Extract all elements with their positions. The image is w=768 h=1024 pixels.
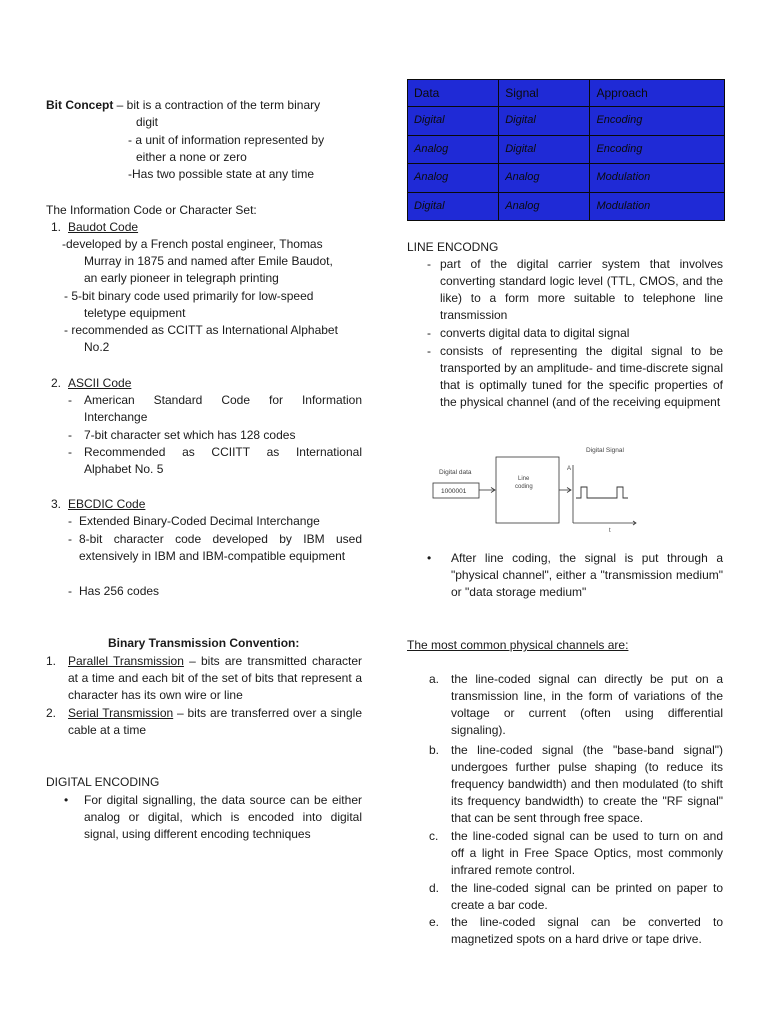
bit-concept-bullet1a: - a unit of information represented by — [128, 133, 325, 147]
dash-marker: - — [68, 532, 72, 546]
table-cell: Digital — [499, 107, 590, 136]
line-encoding-heading: LINE ENCODNG — [407, 240, 499, 254]
table-row — [408, 192, 725, 221]
table-cell: Digital — [499, 135, 590, 164]
baudot-bullet3b: No.2 — [84, 340, 110, 354]
line-encoding-bullet3: consists of representing the digital signal to be transported by an amplitude- and time-discrete signal that is optimally tuned for the specific properties of the physical channel (and of the receiving equipment — [440, 344, 723, 409]
list-marker: c. — [429, 829, 439, 843]
digital-data-label: Digital data — [439, 469, 472, 476]
serial-number: 2. — [46, 706, 57, 720]
info-code-heading: The Information Code or Character Set: — [46, 203, 257, 217]
baudot-bullet2a: - 5-bit binary code used primarily for low-speed — [64, 289, 314, 303]
line-encoding-bullet1: part of the digital carrier system that involves converting standard logic level (TTL, CMOS, and the like) to a form more suitable to telephone line transmission — [440, 257, 723, 322]
table-header-signal: Signal — [499, 80, 590, 107]
table-cell: Modulation — [590, 164, 725, 193]
dash-marker: - — [68, 514, 72, 528]
table-cell: Digital — [408, 192, 499, 221]
ascii-bullet1b: Interchange — [84, 410, 148, 424]
digital-encoding-heading: DIGITAL ENCODING — [46, 775, 160, 789]
table-header-row — [408, 80, 725, 107]
baudot-bullet1b: Murray in 1875 and named after Emile Baudot, — [84, 254, 333, 268]
table-cell: Encoding — [590, 135, 725, 164]
parallel-item — [68, 653, 362, 704]
channels-heading: The most common physical channels are: — [407, 638, 629, 652]
baudot-bullet2b: teletype equipment — [84, 306, 186, 320]
parallel-text: – bits are transmitted character at a time and each bit of the set of bits that represent a character has its own wire or line — [68, 654, 362, 702]
list-marker: e. — [429, 915, 440, 929]
ebcdic-title: EBCDIC Code — [68, 497, 146, 511]
dash-marker: - — [68, 445, 72, 459]
baudot-title: Baudot Code — [68, 220, 139, 234]
ascii-number: 2. — [51, 376, 62, 390]
serial-title: Serial Transmission — [68, 706, 174, 720]
bit-concept-def: – bit is a contraction of the term binary — [113, 98, 321, 112]
digital-signal-label: Digital Signal — [586, 447, 624, 454]
dash-marker: - — [68, 584, 72, 598]
line-coding-label-1: Line — [518, 476, 530, 482]
dash-marker: - — [68, 393, 72, 407]
ascii-bullet2: 7-bit character set which has 128 codes — [84, 428, 296, 442]
data-value: 1000001 — [441, 488, 467, 495]
line-coding-label-2: coding — [515, 484, 533, 490]
channel-item-c: the line-coded signal can be used to turn on and off a light in Free Space Optics, most commonly infrared remote control. — [451, 829, 723, 877]
dash-marker: - — [427, 326, 431, 340]
table-row — [408, 164, 725, 193]
table-cell: Encoding — [590, 107, 725, 136]
pulse-waveform — [576, 487, 628, 498]
ebcdic-bullet2: 8-bit character code developed by IBM used extensively in IBM and IBM-compatible equipment — [79, 532, 362, 563]
table-cell: Digital — [408, 107, 499, 136]
table-header-approach: Approach — [590, 80, 725, 107]
ascii-title: ASCII Code — [68, 376, 132, 390]
bullet-marker: • — [427, 551, 432, 565]
baudot-number: 1. — [51, 220, 62, 234]
ebcdic-bullet3: Has 256 codes — [79, 584, 160, 598]
list-marker: d. — [429, 881, 440, 895]
table-row — [408, 107, 725, 136]
after-line-coding-bullet: After line coding, the signal is put through a "physical channel", either a "transmission medium" or "data storage medium" — [451, 551, 723, 599]
ebcdic-number: 3. — [51, 497, 62, 511]
dash-marker: - — [427, 257, 431, 271]
serial-item — [68, 705, 362, 739]
dash-marker: - — [68, 428, 72, 442]
bit-concept-line2: digit — [136, 115, 159, 129]
dash-marker: - — [427, 344, 431, 358]
baudot-bullet1a: -developed by a French postal engineer, Thomas — [62, 237, 323, 251]
ascii-bullet1a: American Standard Code for Information — [84, 393, 362, 407]
table-header-data: Data — [408, 80, 499, 107]
parallel-number: 1. — [46, 654, 57, 668]
btc-heading: Binary Transmission Convention: — [108, 636, 300, 650]
encoding-approach-table — [407, 79, 725, 221]
baudot-bullet1c: an early pioneer in telegraph printing — [84, 271, 279, 285]
line-coding-box — [496, 457, 559, 523]
list-marker: b. — [429, 743, 440, 757]
list-marker: a. — [429, 672, 440, 686]
table-cell: Analog — [499, 164, 590, 193]
channel-item-d: the line-coded signal can be printed on paper to create a bar code. — [451, 881, 723, 912]
bit-concept-bullet1b: either a none or zero — [136, 150, 247, 164]
bit-concept-bullet2: -Has two possible state at any time — [128, 167, 315, 181]
channel-item-b: the line-coded signal (the "base-band signal") undergoes further pulse shaping (to reduce its frequency bandwidth) and then modulated (to shift its frequency bandwidth) to create the "RF signal" that can be sent through free space. — [451, 743, 723, 825]
x-axis-label: t — [609, 528, 611, 534]
line-encoding-bullet2: converts digital data to digital signal — [440, 326, 630, 340]
serial-text: – bits are transferred over a single cable at a time — [68, 706, 362, 737]
y-axis-label: A — [567, 466, 572, 472]
bullet-marker: • — [64, 793, 69, 807]
line-coding-diagram — [428, 440, 638, 535]
parallel-title: Parallel Transmission — [68, 654, 184, 668]
channel-item-e: the line-coded signal can be converted to magnetized spots on a hard drive or tape drive. — [451, 915, 723, 946]
baudot-bullet3a: - recommended as CCITT as International Alphabet — [64, 323, 338, 337]
table-row — [408, 135, 725, 164]
bit-concept-line1 — [46, 97, 362, 114]
bit-concept-label: Bit Concept — [46, 98, 114, 112]
ascii-bullet3b: Alphabet No. 5 — [84, 462, 164, 476]
ebcdic-bullet1: Extended Binary-Coded Decimal Interchange — [79, 514, 320, 528]
table-cell: Modulation — [590, 192, 725, 221]
digital-encoding-bullet: For digital signalling, the data source can be either analog or digital, which is encoded into digital signal, using different encoding techniques — [84, 793, 362, 841]
channel-item-a: the line-coded signal can directly be put on a transmission line, in the form of variations of the voltage or current (often using differential signaling). — [451, 672, 723, 737]
table-cell: Analog — [408, 164, 499, 193]
table-cell: Analog — [408, 135, 499, 164]
ascii-bullet3a: Recommended as CCIITT as International — [84, 445, 362, 459]
table-cell: Analog — [499, 192, 590, 221]
